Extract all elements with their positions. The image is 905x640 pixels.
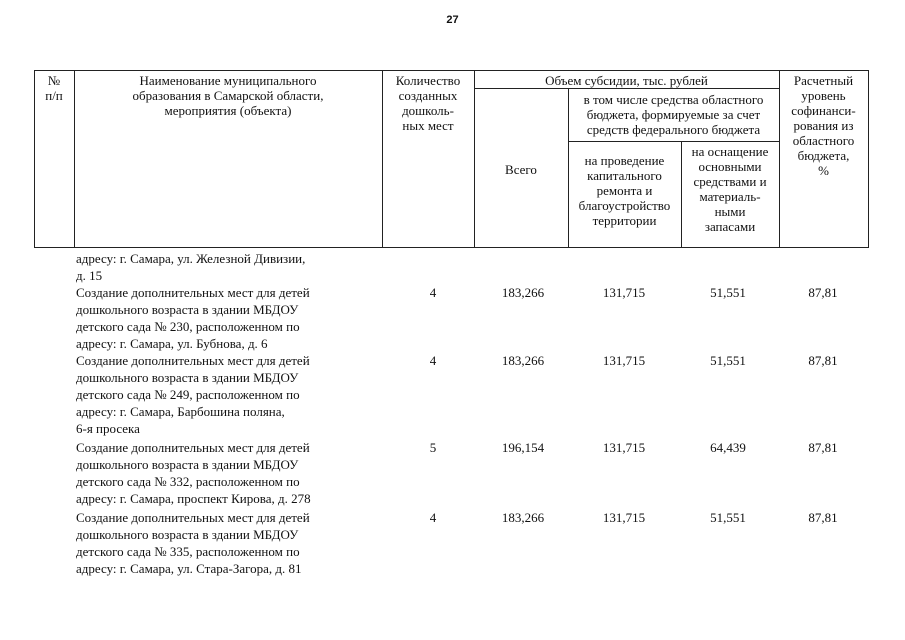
row-level: 87,81 [808, 440, 838, 455]
row-total: 183,266 [501, 510, 545, 525]
row-name: Создание дополнительных мест для детей дошкольного возраста в здании МБДОУ детского сада № 249, расположенном по адресу: г. Самара, Барбошина поляна, 6-я просека [76, 353, 310, 436]
row-name: Создание дополнительных мест для детей дошкольного возраста в здании МБДОУ детского сада № 230, расположенном по адресу: г. Самара, ул. Бубнова, д. 6 [76, 285, 310, 351]
header-repair: на проведение капитального ремонта и благоустройство территории [578, 153, 671, 228]
row-name: адресу: г. Самара, ул. Железной Дивизии, д. 15 [76, 251, 306, 283]
header-name: Наименование муниципального образования в Самарской области, мероприятия (объекта) [132, 73, 324, 118]
row-level: 87,81 [808, 510, 838, 525]
row-count: 5 [429, 440, 437, 455]
row-equip: 51,551 [710, 353, 746, 368]
page-number: 27 [446, 14, 459, 26]
header-including: в том числе средства областного бюджета, формируемые за счет средств федерального бюджета [583, 92, 764, 137]
header-equip: на оснащение основными средствами и материаль- ными запасами [691, 144, 769, 234]
row-equip: 51,551 [710, 510, 746, 525]
row-count: 4 [429, 510, 437, 525]
row-total: 196,154 [501, 440, 545, 455]
row-level: 87,81 [808, 285, 838, 300]
row-equip: 51,551 [710, 285, 746, 300]
row-repair: 131,715 [602, 285, 646, 300]
row-repair: 131,715 [602, 353, 646, 368]
row-equip: 64,439 [710, 440, 746, 455]
header-subsidy: Объем субсидии, тыс. рублей [545, 73, 708, 88]
row-name: Создание дополнительных мест для детей дошкольного возраста в здании МБДОУ детского сада № 335, расположенном по адресу: г. Самара, ул. Стара-Загора, д. 81 [76, 510, 310, 576]
header-num: № п/п [45, 73, 63, 103]
header-count: Количество созданных дошколь- ных мест [395, 73, 461, 133]
row-name: Создание дополнительных мест для детей дошкольного возраста в здании МБДОУ детского сада № 332, расположенном по адресу: г. Самара, проспект Кирова, д. 278 [76, 440, 311, 506]
row-total: 183,266 [501, 353, 545, 368]
header-level: Расчетный уровень софинанси- рования из областного бюджета, % [791, 73, 856, 178]
row-total: 183,266 [501, 285, 545, 300]
row-repair: 131,715 [602, 510, 646, 525]
row-level: 87,81 [808, 353, 838, 368]
row-count: 4 [429, 353, 437, 368]
header-total: Всего [505, 162, 537, 177]
row-count: 4 [429, 285, 437, 300]
row-repair: 131,715 [602, 440, 646, 455]
